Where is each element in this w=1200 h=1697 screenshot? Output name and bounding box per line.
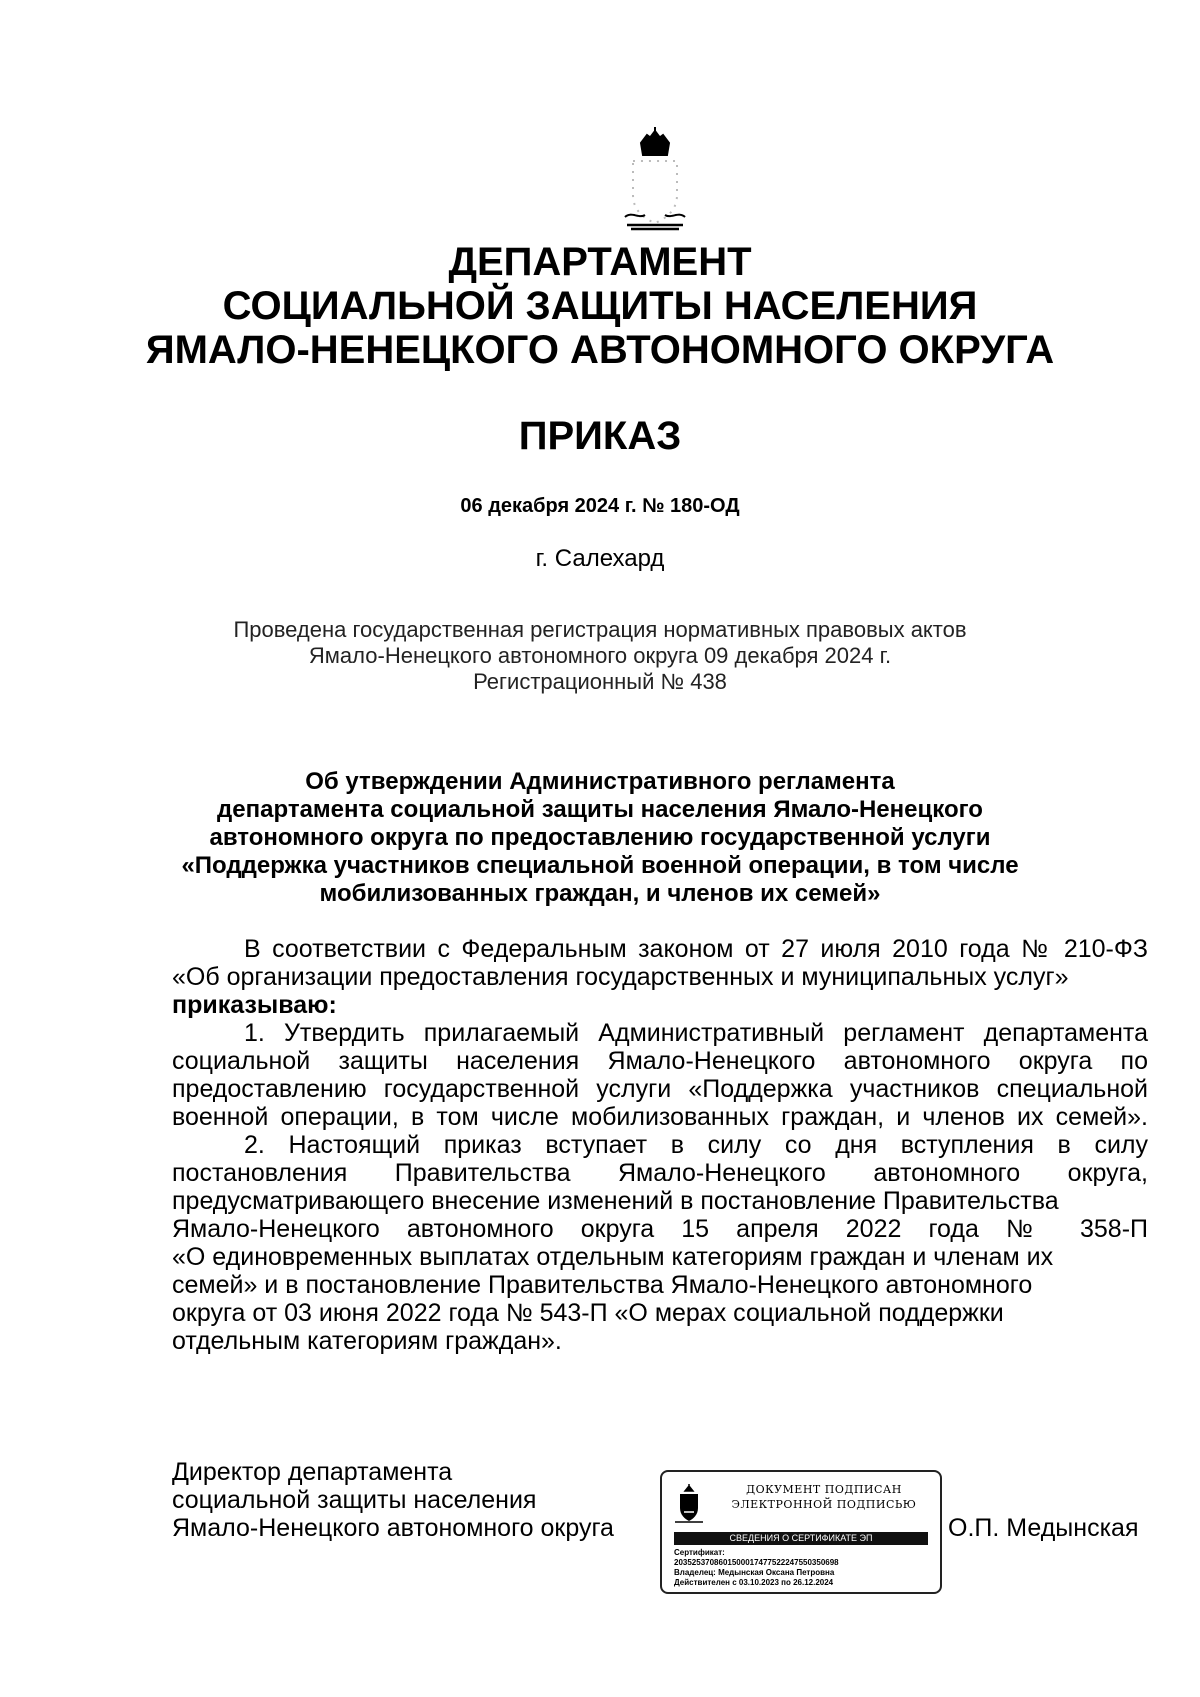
registration-note [0, 617, 1200, 695]
order-word: приказываю: [172, 991, 337, 1019]
stamp-title [714, 1482, 934, 1512]
body-line: «О единовременных выплатах отдельным категориям граждан и членам их [172, 1243, 1054, 1271]
body-line: предусматривающего внесение изменений в постановление Правительства [172, 1187, 1059, 1215]
department-title-line: ДЕПАРТАМЕНТ [448, 240, 752, 284]
position-line: социальной защиты населения [172, 1486, 537, 1514]
cert-number: 2035253708601500017477522247550350698 [674, 1558, 839, 1567]
subject-line: Об утверждении Административного регламента [305, 768, 895, 795]
body-line: Ямало-Ненецкого автономного округа 15 апреля 2022 года № 358-П [172, 1215, 1148, 1243]
body-line: социальной защиты населения Ямало-Ненецкого автономного округа по [172, 1047, 1148, 1075]
stamp-certificate-details [674, 1548, 839, 1588]
cert-validity: Действителен с 03.10.2023 по 26.12.2024 [674, 1578, 834, 1587]
body-line: 2. Настоящий приказ вступает в силу со дня вступления в силу [244, 1131, 1148, 1159]
body-line: предоставлению государственной услуги «Поддержка участников специальной [172, 1075, 1148, 1103]
position-line: Директор департамента [172, 1458, 453, 1486]
stamp-certificate-bar: СВЕДЕНИЯ О СЕРТИФИКАТЕ ЭП [674, 1532, 928, 1545]
document-subject-title [140, 768, 1060, 908]
body-line: «Об организации предоставления государственных и муниципальных услуг» [172, 963, 1069, 991]
subject-line: мобилизованных граждан, и членов их семей» [319, 880, 881, 907]
body-line: В соответствии с Федеральным законом от 27 июля 2010 года № 210-ФЗ [244, 935, 1148, 963]
subject-line: «Поддержка участников специальной военной операции, в том числе [181, 852, 1019, 879]
body-line: округа от 03 июня 2022 года № 543-П «О мерах социальной поддержки [172, 1299, 1004, 1327]
body-line: семей» и в постановление Правительства Ямало-Ненецкого автономного [172, 1271, 1033, 1299]
body-line: постановления Правительства Ямало-Ненецкого автономного округа, [172, 1159, 1148, 1187]
body-line: 1. Утвердить прилагаемый Административный регламент департамента [244, 1019, 1148, 1047]
subject-line: автономного округа по предоставлению государственной услуги [209, 824, 991, 851]
body-line: отдельным категориям граждан». [172, 1327, 562, 1355]
signature-position [172, 1458, 614, 1542]
department-title-line: СОЦИАЛЬНОЙ ЗАЩИТЫ НАСЕЛЕНИЯ [222, 284, 978, 328]
document-body [172, 935, 1148, 1355]
stamp-title-line: ДОКУМЕНТ ПОДПИСАН [746, 1483, 902, 1496]
stamp-emblem-icon [672, 1482, 706, 1526]
registration-line: Регистрационный № 438 [473, 669, 727, 694]
document-type-heading: ПРИКАЗ [518, 414, 682, 458]
document-date-number: 06 декабря 2024 г. № 180-ОД [460, 495, 740, 517]
position-line: Ямало-Ненецкого автономного округа [172, 1514, 614, 1542]
coat-of-arms-emblem [621, 125, 689, 237]
registration-line: Проведена государственная регистрация нормативных правовых актов [233, 617, 967, 642]
cert-label: Сертификат: [674, 1548, 725, 1557]
stamp-title-line: ЭЛЕКТРОННОЙ ПОДПИСЬЮ [731, 1498, 917, 1511]
signer-name: О.П. Медынская [948, 1514, 1139, 1542]
document-city: г. Салехард [535, 545, 665, 572]
body-line: военной операции, в том числе мобилизованных граждан, и членов их семей». [172, 1103, 1148, 1131]
department-title-line: ЯМАЛО-НЕНЕЦКОГО АВТОНОМНОГО ОКРУГА [145, 328, 1055, 372]
subject-line: департамента социальной защиты населения Ямало-Ненецкого [217, 796, 983, 823]
department-title [0, 240, 1200, 372]
registration-line: Ямало-Ненецкого автономного округа 09 декабря 2024 г. [308, 643, 892, 668]
electronic-signature-stamp [660, 1470, 942, 1594]
cert-owner: Владелец: Медынская Оксана Петровна [674, 1568, 835, 1577]
